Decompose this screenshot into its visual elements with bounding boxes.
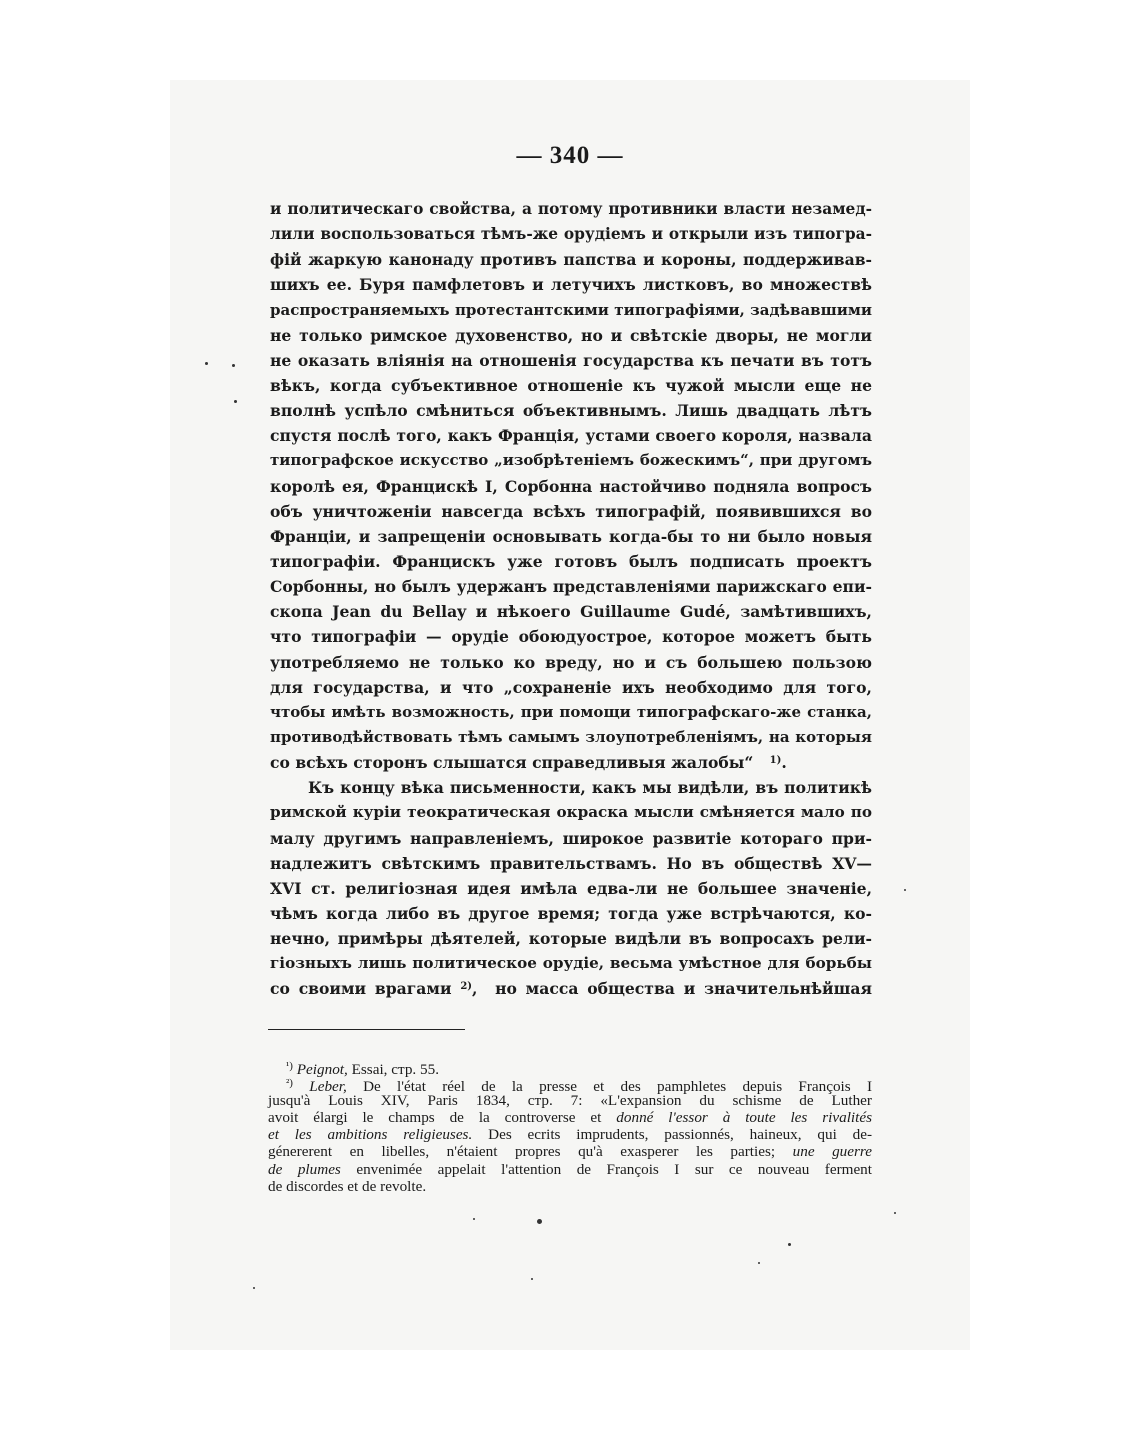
text-line: шихъ ее. Буря памфлетовъ и летучихъ листковъ, во множествѣ (270, 275, 872, 295)
scan-speck (537, 1219, 542, 1224)
text-line: скопа Jean du Bellay и нѣкоего Guillaume Gudé, замѣтившихъ, (270, 602, 872, 622)
text-line: надлежитъ свѣтскимъ правительствамъ. Но въ обществѣ XV— (270, 853, 872, 873)
text-line: римской куріи теократическая окраска мысли смѣняется мало по (270, 803, 872, 822)
footnote-text: Essai, стр. 55. (351, 1061, 439, 1078)
scan-speck (531, 1278, 533, 1280)
footnote-2-line: jusqu'à Louis XIV, Paris 1834, стр. 7: «L'expansion du schisme de Luther (268, 1092, 872, 1110)
text-line: чѣмъ когда либо въ другое время; тогда уже встрѣчаются, ко- (270, 903, 872, 923)
scan-speck (788, 1243, 791, 1246)
text-line: малу другимъ направленіемъ, широкое развитіе котораго при- (270, 828, 872, 848)
footnote-quote: une guerre (792, 1143, 873, 1161)
scan-speck (904, 889, 906, 891)
scan-speck (253, 1287, 255, 1289)
text-line: Франціи, и запрещеніи основывать когда-бы то ни было новыя (270, 526, 872, 546)
footnote-2-line (268, 1109, 872, 1126)
text-segment: но масса общества и значительнѣйшая (495, 979, 873, 999)
text-line: не оказать вліянія на отношенія государства къ печати въ тотъ (270, 350, 872, 370)
text-segment: со своими врагами (270, 979, 452, 999)
text-line: спустя послѣ того, какъ Франція, устами своего короля, назвала (270, 426, 872, 446)
text-line: что типографіи — орудіе обоюдуострое, которое можетъ быть (270, 627, 872, 647)
footnote-separator (268, 1029, 465, 1030)
text-line: для государства, и что „сохраненіе ихъ необходимо для того, (270, 677, 872, 697)
footnote-author: Peignot, (296, 1061, 348, 1078)
scan-speck (894, 1212, 896, 1214)
text-line: со своими врагами $^{2)}$, но масса общества и значительнѣйшая (270, 979, 873, 999)
footnote-text: envenimée appelait l'attention de François I sur ce nouveau ferment (356, 1160, 872, 1178)
text-line: типографское искусство „изобрѣтеніемъ божескимъ“, при другомъ (270, 451, 872, 470)
footnote-mark: ²) (286, 1077, 293, 1090)
text-line: королѣ ея, Францискѣ I, Сорбонна настойчиво подняла вопросъ (270, 476, 872, 496)
footnote-2-line (268, 1161, 872, 1178)
footnote-2-line: de discordes et de revolte. (268, 1177, 427, 1195)
footnote-quote: de plumes (268, 1160, 341, 1178)
main-text (270, 197, 872, 1002)
text-line: лили воспользоваться тѣмъ-же орудіемъ и открыли изъ типогра- (270, 225, 872, 244)
text-line: объ уничтоженіи навсегда всѣхъ типографій, появившихся во (270, 501, 872, 521)
footnote-2-line (268, 1126, 872, 1143)
text-line: чтобы имѣть возможность, при помощи типографскаго-же станка, (270, 702, 872, 721)
text-line: Къ концу вѣка письменности, какъ мы видѣли, въ политикѣ (308, 778, 872, 798)
footnote-author: Leber, (309, 1078, 347, 1096)
closing-paren: . (781, 753, 787, 773)
scan-speck (758, 1262, 760, 1264)
scan-speck (234, 400, 237, 403)
footnote-text: avoit élargi le champs de la controverse et (268, 1109, 602, 1127)
scan-speck (473, 1218, 475, 1220)
footnote-quote: donné l'essor à toute les rivalités (616, 1109, 873, 1127)
text-line: противодѣйствовать тѣмъ самымъ злоупотребленіямъ, на которыя (270, 727, 872, 746)
footnote-2-line (268, 1075, 873, 1096)
footnote-text: De l'état réel de la presse et des pamphletes depuis François I (363, 1078, 873, 1096)
footnote-mark: ¹) (286, 1060, 293, 1072)
text-line: не только римское духовенство, но и свѣтскіе дворы, не могли (270, 325, 872, 345)
text-line: нечно, примѣры дѣятелей, которые видѣли въ вопросахъ рели- (270, 929, 872, 949)
text-segment: со всѣхъ сторонъ слышатся справедливыя жалобы“ (270, 753, 754, 773)
page-number: — 340 — (516, 142, 624, 169)
footnote-text: génererent en libelles, n'étaient propres qu'à exasperer les parties; (268, 1143, 776, 1161)
footnote-ref-1: 1) (769, 755, 782, 767)
scan-speck (232, 364, 235, 367)
footnote-2-line (268, 1143, 872, 1160)
text-line: вполнѣ успѣло смѣниться объективнымъ. Лишь двадцать лѣтъ (270, 401, 872, 421)
footnote-quote: et les ambitions religieuses. (268, 1126, 473, 1144)
text-line: и политическаго свойства, а потому противники власти незамед- (270, 200, 872, 218)
footnotes (268, 1058, 872, 1195)
text-line: типографіи. Францискъ уже готовъ былъ подписать проектъ (270, 551, 872, 571)
text-line: Сорбонны, но былъ удержанъ представленіями парижскаго епи- (270, 577, 872, 597)
text-line: употребляемо не только ко вреду, но и съ большею пользою (270, 652, 872, 672)
footnote-text: Des ecrits imprudents, passionnés, haineux, qui de- (488, 1126, 873, 1144)
footnote-ref-2: 2) (460, 981, 473, 993)
text-line: вѣкъ, когда субъективное отношеніе къ чужой мысли еще не (270, 375, 872, 395)
text-line: фій жаркую канонаду противъ папства и короны, поддерживав- (270, 250, 872, 270)
scan-speck (205, 362, 208, 365)
text-line (270, 750, 872, 775)
text-line: распространяемыхъ протестантскими типографіями, задѣвавшими (270, 300, 872, 319)
text-line: гіозныхъ лишь политическое орудіе, весьма умѣстное для борьбы (270, 954, 872, 973)
text-line: XVI ст. религіозная идея имѣла едва-ли не большее значеніе, (270, 878, 872, 898)
footnote-1 (268, 1058, 872, 1078)
